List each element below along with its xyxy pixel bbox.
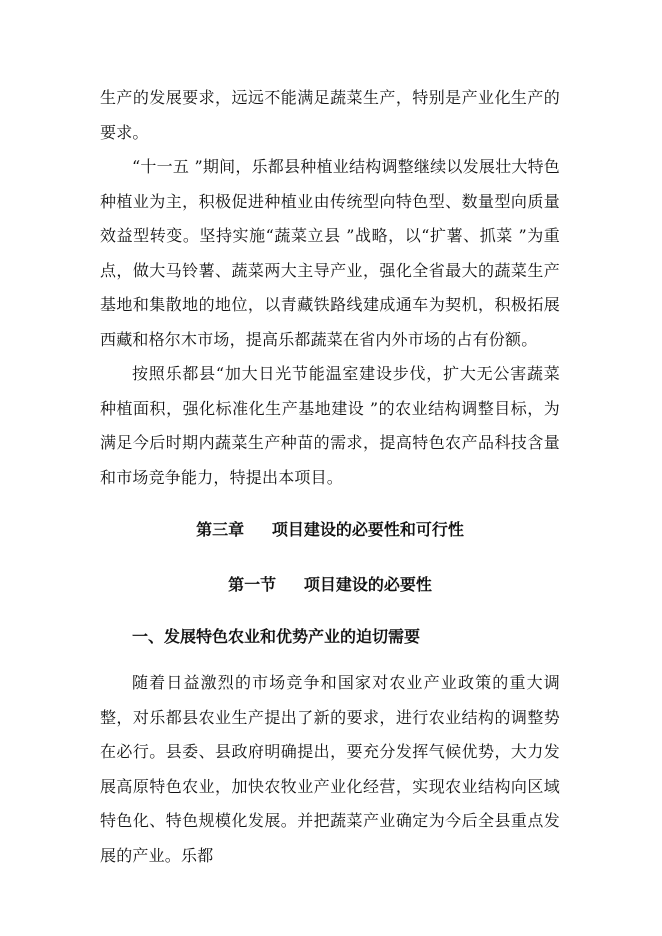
subsection-title: 一、发展特色农业和优势产业的迫切需要: [132, 627, 421, 646]
section-title: 第一节 项目建设的必要性: [228, 575, 432, 594]
paragraph-market-competition: 随着日益激烈的市场竞争和国家对农业产业政策的重大调整，对乐都县农业生产提出了新的要求，进行农业结构的调整势在必行。县委、县政府明确提出，要充分发挥气候优势，大力发展高原特色农业，加快农牧业产业化经营，实现农业结构向区域特色化、特色规模化发展。并把蔬菜产业确定为今后全县重点发展的产业。乐都: [100, 673, 560, 865]
chapter-title: 第三章 项目建设的必要性和可行性: [196, 520, 464, 539]
paragraph-continuation: 生产的发展要求，远远不能满足蔬菜生产，特别是产业化生产的要求。: [100, 88, 560, 142]
paragraph-eleventh-five-year: “十一五 ”期间，乐都县种植业结构调整继续以发展壮大特色种植业为主，积极促进种植业由传统型向特色型、数量型向质量效益型转变。坚持实施“蔬菜立县 ”战略，以“扩薯、抓菜 ”为重点，做大马铃薯、蔬菜两大主导产业，强化全省最大的蔬菜生产基地和集散地的地位，以青藏铁路线建成通车为契机，积极拓展西藏和格尔木市场，提高乐都蔬菜在省内外市场的占有份额。: [100, 157, 560, 349]
paragraph-project-purpose: 按照乐都县“加大日光节能温室建设步伐，扩大无公害蔬菜种植面积，强化标准化生产基地建设 ”的农业结构调整目标，为满足今后时期内蔬菜生产种苗的需求，提高特色农产品科技含量和市场竞争能力，特提出本项目。: [100, 364, 560, 487]
